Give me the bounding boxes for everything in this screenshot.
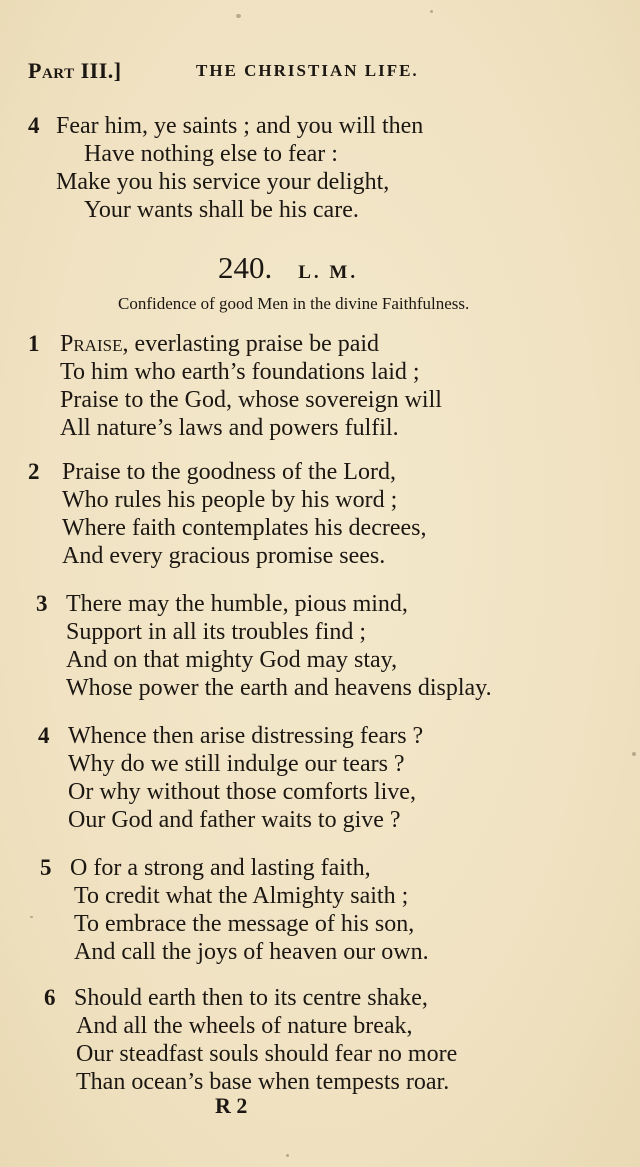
stanza-line: And call the joys of heaven our own. xyxy=(74,939,429,965)
stanza-line: Who rules his people by his word ; xyxy=(62,487,398,513)
running-header xyxy=(28,58,608,88)
stanza-line: To embrace the message of his son, xyxy=(74,911,415,937)
stanza-line: To him who earth’s foundations laid ; xyxy=(60,359,420,385)
stanza-line: There may the humble, pious mind, xyxy=(66,591,408,617)
running-title: THE CHRISTIAN LIFE. xyxy=(196,61,419,80)
stanza-line: And all the wheels of nature break, xyxy=(76,1013,413,1039)
hymn-heading xyxy=(218,250,358,286)
prev-hymn-stanza-4 xyxy=(28,112,618,224)
stanza-line: Or why without those comforts live, xyxy=(68,779,416,805)
hymn-number: 240. xyxy=(218,250,273,285)
stanza-number: 1 xyxy=(28,331,40,356)
stanza-line: Fear him, ye saints ; and you will then xyxy=(56,113,424,139)
stanza-line: Where faith contemplates his decrees, xyxy=(62,515,427,541)
stanza-number: 2 xyxy=(28,459,40,484)
stanza-line: Whence then arise distressing fears ? xyxy=(68,723,424,749)
stanza-line: Praise to the God, whose sovereign will xyxy=(60,387,442,413)
stanza-number: 6 xyxy=(44,985,56,1010)
stanza-line: To credit what the Almighty saith ; xyxy=(74,883,409,909)
stanza-line: Make you his service your delight, xyxy=(56,169,390,195)
paper-speck xyxy=(30,916,33,918)
stanza-line: Our God and father waits to give ? xyxy=(68,807,401,833)
paper-speck xyxy=(236,14,241,18)
paper-speck xyxy=(632,752,636,756)
stanza-line: Your wants shall be his care. xyxy=(84,197,359,223)
stanza-line: All nature’s laws and powers fulfil. xyxy=(60,415,399,441)
paper-speck xyxy=(430,10,433,13)
paper-speck xyxy=(286,1154,289,1157)
stanza-number: 3 xyxy=(36,591,48,616)
first-line-rest: everlasting praise be paid xyxy=(128,331,380,357)
first-word: Praise, xyxy=(60,331,129,357)
stanza-line: Should earth then to its centre shake, xyxy=(74,985,428,1011)
hymn-stanza-2 xyxy=(28,458,618,570)
signature-mark: R 2 xyxy=(215,1093,248,1118)
stanza-line: Our steadfast souls should fear no more xyxy=(76,1041,458,1067)
stanza-line: Than ocean’s base when tempests roar. xyxy=(76,1069,450,1095)
hymn-stanza-4 xyxy=(38,722,628,834)
stanza-line: O for a strong and lasting faith, xyxy=(70,855,371,881)
hymn-stanza-5 xyxy=(40,854,630,966)
hymn-stanza-6 xyxy=(44,984,634,1096)
hymn-stanza-1 xyxy=(28,330,618,442)
stanza-number: 4 xyxy=(38,723,50,748)
stanza-line: And on that mighty God may stay, xyxy=(66,647,398,673)
stanza-line: And every gracious promise sees. xyxy=(62,543,386,569)
stanza-number: 5 xyxy=(40,855,52,880)
hymn-meter: L. M. xyxy=(298,262,359,283)
stanza-number: 4 xyxy=(28,113,40,138)
part-label: Part III.] xyxy=(28,58,122,83)
stanza-line: Why do we still indulge our tears ? xyxy=(68,751,405,777)
stanza-line: Praise to the goodness of the Lord, xyxy=(62,459,396,485)
stanza-line: Have nothing else to fear : xyxy=(84,141,338,167)
stanza-line: Support in all its troubles find ; xyxy=(66,619,366,645)
hymn-subtitle: Confidence of good Men in the divine Faithfulness. xyxy=(118,294,470,313)
stanza-line: Whose power the earth and heavens display. xyxy=(66,675,492,701)
hymn-stanza-3 xyxy=(36,590,626,702)
stanza-line xyxy=(28,330,618,358)
